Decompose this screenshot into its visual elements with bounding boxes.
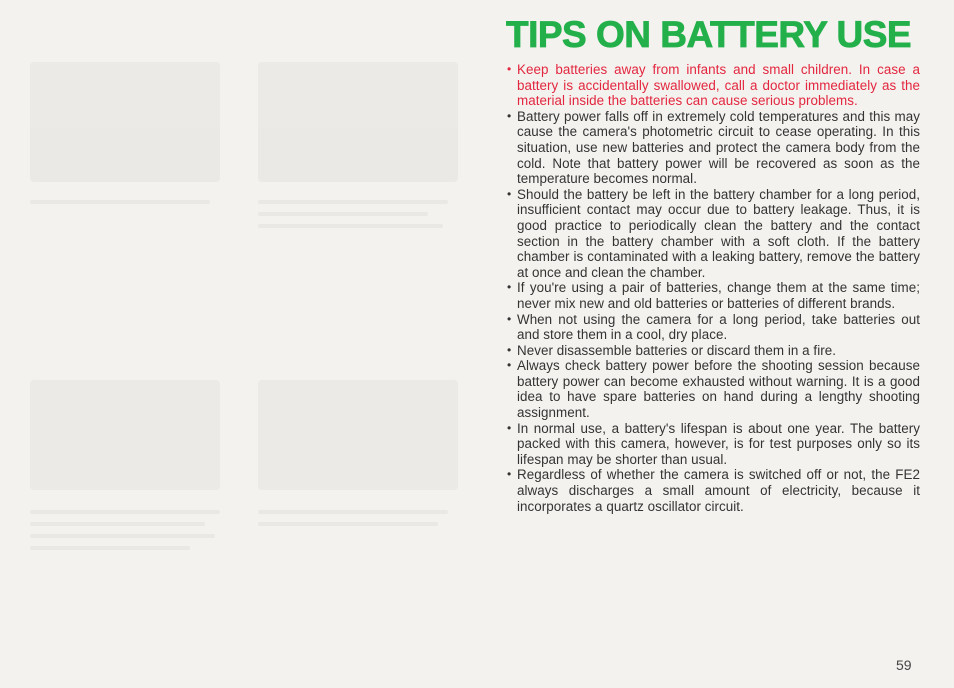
tip-text: When not using the camera for a long period, take batteries out and store them in a cool, dry place. bbox=[517, 311, 920, 343]
ghost-text-line bbox=[258, 510, 448, 514]
ghost-text-line bbox=[30, 534, 215, 538]
ghost-text-line bbox=[30, 510, 220, 514]
tip-text: Always check battery power before the shooting session because battery power can become exhausted without warning. It is a good idea to have spare batteries on hand during a lengthy shooting assignment. bbox=[517, 358, 920, 421]
bullet-icon: • bbox=[507, 108, 512, 123]
tip-text: Should the battery be left in the battery chamber for a long period, insufficient contact may occur due to battery leakage. Thus, it is good practice to periodically clean the battery and the contact section in the battery chamber with a soft cloth. If the battery chamber is contaminated with a leaking battery, remove the battery at once and clean the chamber. bbox=[517, 186, 920, 280]
ghost-image bbox=[30, 62, 220, 182]
ghost-text-line bbox=[30, 200, 210, 204]
tip-item bbox=[506, 343, 920, 359]
ghost-text-line bbox=[258, 200, 448, 204]
ghost-image bbox=[30, 380, 220, 490]
tip-text: Regardless of whether the camera is switched off or not, the FE2 always discharges a small amount of electricity, because it incorporates a quartz oscillator circuit. bbox=[517, 467, 920, 514]
bullet-icon: • bbox=[507, 420, 512, 435]
tip-text: Battery power falls off in extremely cold temperatures and this may cause the camera's photometric circuit to cease operating. In this situation, use new batteries and protect the camera body from the cold. Note that battery power will be recovered as soon as the temperature becomes normal. bbox=[517, 108, 920, 187]
page-number: 59 bbox=[896, 657, 912, 673]
warning-tip bbox=[506, 62, 920, 109]
tip-text: Never disassemble batteries or discard them in a fire. bbox=[517, 342, 837, 358]
tip-item bbox=[506, 187, 920, 281]
tip-item bbox=[506, 421, 920, 468]
tip-text: In normal use, a battery's lifespan is about one year. The battery packed with this camera, however, is for test purposes only so its lifespan may be shorter than usual. bbox=[517, 420, 920, 467]
bullet-icon: • bbox=[507, 62, 512, 76]
tip-item bbox=[506, 312, 920, 343]
bullet-icon: • bbox=[507, 467, 512, 482]
ghost-text-line bbox=[30, 522, 205, 526]
tip-text: Keep batteries away from infants and small children. In case a battery is accidentally swallowed, call a doctor immediately as the material inside the batteries can cause serious problems. bbox=[517, 62, 920, 109]
ghost-image bbox=[258, 380, 458, 490]
tip-item bbox=[506, 280, 920, 311]
page-title: TIPS ON BATTERY USE bbox=[506, 14, 912, 55]
tip-item bbox=[506, 358, 920, 420]
ghost-image bbox=[258, 62, 458, 182]
bullet-icon: • bbox=[507, 186, 512, 201]
ghost-text-line bbox=[258, 224, 443, 228]
ghost-text-line bbox=[30, 546, 190, 550]
tips-list bbox=[506, 62, 920, 514]
tip-text: If you're using a pair of batteries, change them at the same time; never mix new and old batteries or batteries of different brands. bbox=[517, 280, 920, 311]
bullet-icon: • bbox=[507, 311, 512, 326]
bullet-icon: • bbox=[507, 280, 512, 295]
ghost-text-line bbox=[258, 212, 428, 216]
tip-item bbox=[506, 467, 920, 514]
ghost-text-line bbox=[258, 522, 438, 526]
bullet-icon: • bbox=[507, 342, 512, 357]
bullet-icon: • bbox=[507, 358, 512, 373]
tip-item bbox=[506, 109, 920, 187]
